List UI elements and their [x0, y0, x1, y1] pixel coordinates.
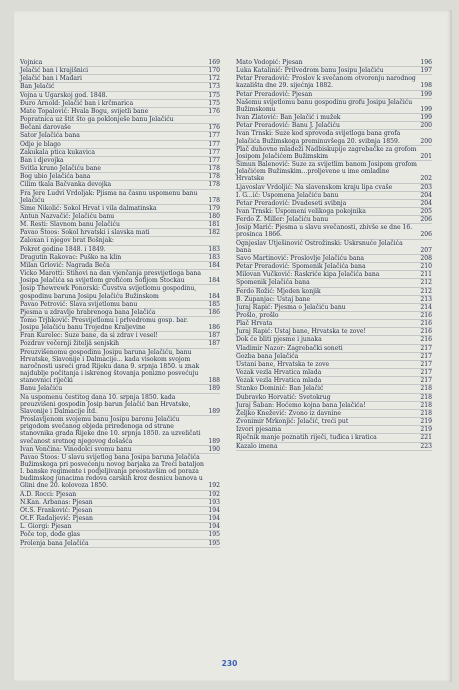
toc-entry [236, 361, 432, 369]
toc-entry-title: Dok će bliti pjesme i junaka [236, 336, 322, 344]
toc-entry-page: 195 [208, 531, 220, 539]
toc-entry [236, 434, 432, 442]
toc-entry-page: 217 [420, 377, 432, 385]
toc-entry-page: 177 [208, 140, 220, 148]
toc-entry-title: Bog ubio Jelačića bana [20, 173, 91, 181]
toc-entry [236, 418, 432, 426]
toc-entry-title: Jelačić ban i krajišnici [20, 67, 89, 75]
toc-entry-page: 196 [420, 59, 432, 66]
toc-entry-title: Ustani bane, Hrvatska te zove [236, 360, 330, 368]
toc-entry-page: 169 [208, 59, 220, 66]
toc-entry [20, 523, 220, 531]
toc-entry-page: 184 [208, 261, 220, 269]
toc-entry [20, 270, 220, 285]
toc-entry-title: Vicko Marotti: Stihovi na dan vjenčanja presvijetloga bana Josipa Jelačića sa svijetlom grofićom Sofijom Stockau [20, 270, 201, 285]
toc-entry [236, 184, 432, 192]
toc-entry-title: Kazalo imena [236, 442, 278, 450]
toc-entry-title: Ivan Trnski: Uspomeni velikoga pokojnika [236, 207, 366, 215]
toc-entry [20, 416, 220, 446]
toc-entry-title: Đuro Arnold: Jelačić ban i krčmarica [20, 99, 134, 107]
toc-entry-title: Preuzvišenomu gospodinu Josipu baruna Jelačiću, banu Hrvatske, Slavonije i Dalmacije... kada visokom svojom naročnosti usreći grad Rijeku dana 9. srpnja 1850. u znak najdublje počitanja i iskrenog štovanja ponizno posvećuju stanovnici riječki [20, 348, 200, 385]
toc-entry-title: Dubravko Horvatić: Svetokrug [236, 393, 331, 401]
toc-entry-page: 211 [420, 271, 432, 279]
toc-entry-page: 192 [208, 490, 220, 498]
toc-entry-title: Rječnik manje poznatih riječi, tuđica i kratica [236, 434, 377, 442]
toc-entry-page: 173 [208, 83, 220, 91]
contents-column-right [236, 59, 432, 451]
toc-entry [236, 240, 432, 255]
toc-entry-title: Šimun Balenović: Suze za svijetlim banom Josipom grofom Jelačićem Bužimskim...proljevene u ime omladine Hrvatske [236, 161, 417, 183]
toc-entry [236, 216, 432, 224]
toc-entry-page: 197 [420, 67, 432, 75]
toc-entry-page: 172 [208, 75, 220, 83]
toc-entry [20, 531, 220, 539]
toc-entry-title: Petar Preradović: Proslov k svečanom otvorenju narodnog kazališta dne 29. sijećnja 1882. [236, 75, 416, 90]
toc-entry-title: Sator Jelačića bana [20, 132, 80, 140]
toc-entry [236, 402, 432, 410]
toc-entry-page: 201 [420, 152, 432, 160]
toc-entry-page: 204 [420, 191, 432, 199]
toc-entry-page: 210 [420, 263, 432, 271]
toc-entry-page: 216 [420, 320, 432, 328]
toc-entry-page: 178 [208, 165, 220, 173]
toc-entry-title: Milovan Vučković: Raskriće kipa Jelačića bana [236, 271, 380, 279]
toc-entry-title: Dragutin Rakovac: Puško na klin [20, 253, 122, 261]
toc-entry-title: A.D. Rocci: Pjesan [20, 490, 77, 498]
toc-entry [236, 192, 432, 200]
toc-entry [236, 312, 432, 320]
toc-entry [20, 229, 220, 237]
toc-entry-title: Ban Jelačić [20, 83, 55, 91]
toc-entry-page: 182 [208, 229, 220, 237]
toc-entry-title: Plač duhovne mladeži Nadbiskupije zagrebačke za grofom Josipom Jelačićem Bužimskim [236, 145, 417, 160]
toc-entry-title: Ljavoslav Vrdoljić: Na slavenskom kraju lipa cvaše [236, 183, 393, 191]
toc-entry-title: Petar Preradović: Pjesan [236, 90, 313, 98]
toc-entry-title: Vojna u Ugarskoj god. 1848. [20, 91, 108, 99]
toc-entry [236, 130, 432, 145]
toc-entry [236, 443, 432, 451]
toc-entry-title: Tomo Trjbković: Presvijetlomu i prlvedromu gosp. bar. Josipu Jelačiću banu Trojedne Kraljevine [20, 317, 188, 332]
toc-entry [20, 385, 220, 393]
toc-entry [20, 213, 220, 221]
toc-entry-title: Jelačić ban i Mađari [20, 75, 82, 83]
toc-entry-title: Zvonimir Mrkonjić: Jelačić, treći put [236, 418, 349, 426]
toc-entry-page: 217 [420, 344, 432, 352]
toc-entry-page: 199 [420, 105, 432, 113]
toc-entry [20, 507, 220, 515]
toc-entry-title: Juraj Rapić: Ustaj bane, Hrvatska te zove! [236, 328, 366, 336]
toc-entry-title: N.Kan. Arbanas: Pjesan [20, 498, 93, 506]
toc-entry-title: Ot.F. Radaljević: Pjesan [20, 515, 93, 523]
toc-entry [236, 369, 432, 377]
toc-entry-page: 199 [420, 90, 432, 98]
toc-entry-page: 183 [208, 245, 220, 253]
toc-entry [20, 332, 220, 340]
toc-entry-title: Cilim tkala Bačvanka devojka [20, 181, 112, 189]
toc-entry-title: Popratnica uz štit što ga poklonješe banu Jelačiću [20, 116, 174, 124]
toc-entry-page: 193 [208, 498, 220, 506]
toc-entry-title: M. Resti: Slavnom banu Jelačiću [20, 221, 120, 229]
toc-entry [236, 263, 432, 271]
toc-entry-title: Milan Grlović: Nagrada Beča [20, 261, 110, 269]
toc-entry-page: 194 [208, 515, 220, 523]
toc-entry [20, 132, 220, 140]
toc-entry [20, 173, 220, 181]
toc-entry-title: Vezak vezla Hrvatica mlada [236, 369, 322, 377]
toc-entry-title: Svitla kruno Jelačiću bane [20, 165, 101, 173]
toc-entry-page: 216 [420, 312, 432, 319]
toc-entry-title: Ferdo Ž. Miller: Jelačiću banu [236, 216, 329, 224]
toc-entry-title: I. G...ić: Uspomena Jelačiću banu [236, 191, 339, 199]
toc-entry-page: 205 [420, 207, 432, 215]
toc-entry-page: 218 [420, 409, 432, 417]
toc-entry-title: Fran Kurelec: Suze bane, da si zdrav i vesel! [20, 332, 158, 340]
toc-entry-title: Savo Martinović: Proslovlje Jelačiću bana [236, 254, 365, 262]
toc-entry-page: 183 [208, 253, 220, 261]
toc-entry-page: 176 [208, 124, 220, 132]
toc-entry [20, 317, 220, 332]
toc-entry-title: Bečani darovaše [20, 124, 71, 132]
toc-entry [236, 75, 432, 90]
toc-entry-title: Sime Nikolić: Sokol Hrvat i vila dalmatinska [20, 204, 157, 212]
toc-entry [236, 410, 432, 418]
toc-entry [236, 353, 432, 361]
toc-entry-title: Zaloxan i njegov brat Bošnjak: [20, 237, 114, 245]
toc-entry-page: 194 [208, 523, 220, 531]
toc-entry [20, 262, 220, 270]
toc-entry-page: 217 [420, 352, 432, 360]
toc-entry [20, 340, 220, 348]
toc-entry [20, 205, 220, 213]
toc-entry-page: 178 [208, 173, 220, 181]
toc-entry [20, 92, 220, 100]
toc-entry [20, 141, 220, 149]
toc-entry-page: 185 [208, 300, 220, 308]
toc-entry-title: Stanko Dominić: Ban Jelačić [236, 385, 324, 393]
toc-entry-title: Petar Preradović: Spomenik Jelačića bana [236, 263, 366, 271]
toc-entry-page: 223 [420, 442, 432, 450]
toc-entry [236, 394, 432, 402]
toc-entry [20, 75, 220, 83]
toc-entry-page: 219 [420, 426, 432, 434]
toc-entry-title: Ivan Zlatović: Ban Jelačić i mužek [236, 114, 341, 122]
toc-entry [20, 446, 220, 454]
toc-entry-title: Pozdrav večernji žiteljâ senjskih [20, 340, 120, 348]
toc-entry [236, 426, 432, 434]
toc-entry-page: 184 [208, 292, 220, 300]
toc-entry-page: 207 [420, 246, 432, 254]
toc-entry-page: 199 [420, 114, 432, 122]
toc-entry [236, 320, 432, 328]
toc-entry-title: Željko Knežević: Zvono iz davnine [236, 409, 342, 417]
toc-entry-title: Izvori pjesama [236, 426, 282, 434]
toc-entry-page: 189 [208, 385, 220, 393]
toc-entry-page: 188 [208, 377, 220, 385]
toc-entry [236, 200, 432, 208]
toc-entry-page: 187 [208, 332, 220, 340]
toc-entry-page: 177 [208, 148, 220, 156]
toc-entry-page: 200 [420, 122, 432, 130]
toc-entry-page: 177 [208, 132, 220, 140]
toc-entry-page: 192 [208, 482, 220, 490]
toc-entry [236, 146, 432, 161]
toc-entry [20, 301, 220, 309]
toc-entry [20, 394, 220, 416]
toc-entry-title: Josip Thewrewk Ponorski: Čuvstva svijetlomu gospodinu, gospodinu baruna Josipu Jelačiću Bužinskom [20, 285, 197, 300]
toc-entry-page: 175 [208, 91, 220, 99]
toc-entry [20, 515, 220, 523]
page-number: 230 [221, 659, 238, 668]
toc-entry [236, 122, 432, 130]
toc-entry [20, 540, 220, 548]
toc-entry-title: Ban i djevojka [20, 156, 64, 164]
toc-entry [236, 377, 432, 385]
toc-entry-title: Plač Hrvata [236, 320, 273, 328]
toc-entry-page: 208 [420, 254, 432, 262]
toc-entry-title: B. Zupanjac: Ustaj bane [236, 295, 311, 303]
toc-entry [236, 271, 432, 279]
toc-entry [20, 157, 220, 165]
toc-entry-title: Petar Preradović: Banu J. Jelačiću [236, 122, 340, 130]
toc-entry [236, 114, 432, 122]
toc-entry-title: Vezak vezla Hrvatica mlada [236, 377, 322, 385]
toc-entry-page: 204 [420, 199, 432, 207]
toc-entry [20, 190, 220, 205]
toc-entry [20, 309, 220, 317]
toc-entry-page: 187 [208, 340, 220, 348]
toc-entry-page: 179 [208, 204, 220, 212]
toc-entry-title: Mate Topalović: Hvala Bogu, svijetli bane [20, 107, 149, 115]
toc-entry-title: Antun Nazvačić: Jelačiću banu [20, 212, 115, 220]
toc-entry [20, 100, 220, 108]
toc-entry [20, 149, 220, 157]
toc-entry-page: 217 [420, 369, 432, 377]
toc-entry-page: 217 [420, 360, 432, 368]
toc-entry-title: Prošlo, prošlo [236, 312, 279, 319]
toc-entry-title: Ivan Vončina: Vinodolci svomu banu [20, 445, 132, 453]
toc-entry-page: 218 [420, 393, 432, 401]
toc-entry-title: Pokret godine 1848. i 1849. [20, 245, 106, 253]
toc-entry-title: Vojnica [20, 59, 43, 66]
toc-entry-title: Fra Jere Ludvi Vrdoljak: Pjisma na časnu uspomenu banu Jelačiću [20, 189, 198, 204]
toc-entry-page: 189 [208, 437, 220, 445]
toc-entry [236, 304, 432, 312]
toc-entry-page: 176 [208, 107, 220, 115]
toc-entry [20, 285, 220, 300]
toc-entry-title: Proslavljenom svojemu banu Josipu baronu Jelačiću prigodom svečanog objeda priređenoga od strane stanovnika grada Rijeke dne 10. srpnja 1850. za uzveličati svečanost sretnog njegovog došašća [20, 416, 201, 445]
toc-entry-title: Pavao Štoos: U slavu svijetlog bana Josipa baruna Jelačića Bužimskoga pri posvećenju novog barjaka za Treći bataljon I. banske regimente i podjeljivanja preostavšim od poraza budimskog junacima redova carskih kroz desnicu banova u Glini dne 20. kolovoza 1850. [20, 453, 204, 490]
toc-entry [20, 491, 220, 499]
toc-entry [236, 59, 432, 67]
toc-entry-page: 177 [208, 156, 220, 164]
toc-entry-page: 218 [420, 401, 432, 409]
toc-entry-page: 189 [208, 407, 220, 415]
toc-entry-title: Gozba bana Jelačića [236, 352, 299, 360]
toc-entry-page: 175 [208, 99, 220, 107]
toc-entry-page: 221 [420, 434, 432, 442]
toc-entry-page: 170 [208, 67, 220, 75]
toc-entry-page: 214 [420, 303, 432, 311]
toc-entry-page: 186 [208, 308, 220, 316]
toc-entry [236, 255, 432, 263]
toc-entry [20, 246, 220, 254]
toc-entry [20, 67, 220, 75]
toc-entry [236, 385, 432, 393]
toc-entry-page: 212 [420, 287, 432, 295]
toc-entry-page: 190 [208, 445, 220, 453]
toc-entry [20, 349, 220, 386]
toc-entry-page: 186 [208, 324, 220, 332]
toc-entry [20, 108, 220, 116]
toc-entry-page: 213 [420, 295, 432, 303]
toc-entry-page: 202 [420, 175, 432, 183]
toc-entry-title: Na uspomenu čestitog dana 10. srpnja 1850. kada preuzvišeni gospodin Josip barun Jelačić ban Hrvatske, Slavonije i Dalmacije itd. [20, 393, 191, 415]
toc-entry-title: Ivan Trnski: Suze kod sprovoda svijetloga bana grofa Jelačića Bužimskoga preminuvšega 20. svibnja 1859. [236, 130, 401, 145]
toc-entry [20, 499, 220, 507]
toc-entry-page: 206 [420, 231, 432, 239]
toc-entry [236, 279, 432, 287]
toc-entry [236, 161, 432, 183]
toc-entry-title: Mato Vodopić: Pjesan [236, 59, 303, 66]
toc-entry-title: L. Giorgi: Pjesan [20, 523, 72, 531]
toc-entry [236, 288, 432, 296]
toc-entry-title: Banu Jelačiću [20, 385, 63, 393]
toc-entry-page: 178 [208, 181, 220, 189]
toc-entry [20, 454, 220, 491]
toc-entry-title: Pjesma u zdravlje hrabrenoga bana Jelačića [20, 308, 156, 316]
toc-entry-title: Našemu svijetlomu banu gospodinu grofu Josipu Jelačiću Bužimskomu [236, 98, 413, 113]
toc-entry-title: Vladimir Nazor: Zagrebački soneti [236, 344, 343, 352]
toc-entry [236, 91, 432, 99]
toc-entry [236, 67, 432, 75]
toc-entry [20, 181, 220, 189]
toc-entry-title: Josip Marić: Pjesma u slavu svečanosti, zbivše se dne 16. prosinca 1866. [236, 224, 413, 239]
toc-entry [20, 237, 220, 245]
toc-entry-page: 216 [420, 328, 432, 336]
toc-entry-title: Prolenja bana Jelačića [20, 539, 89, 547]
toc-entry [236, 336, 432, 344]
toc-entry-page: 203 [420, 183, 432, 191]
toc-entry [20, 59, 220, 67]
toc-entry [20, 165, 220, 173]
toc-entry-page: 178 [208, 196, 220, 204]
toc-entry [236, 328, 432, 336]
toc-entry-title: Juraj Rapić: Pjesma o Jelačiću banu [236, 303, 346, 311]
toc-entry [236, 99, 432, 114]
toc-entry [20, 124, 220, 132]
toc-entry [20, 254, 220, 262]
toc-entry-title: Odje je blago [20, 140, 61, 148]
toc-entry-title: Pavao Štoos: Sokol hrvatski i slavska mati [20, 229, 150, 237]
toc-entry-title: Ot.S. Franković: Pjesan [20, 506, 93, 514]
toc-entry [236, 345, 432, 353]
toc-entry-page: 219 [420, 418, 432, 426]
toc-entry-page: 181 [208, 221, 220, 229]
toc-entry [20, 116, 220, 124]
toc-entry-title: Petar Preradović: Dvadeseti svibnja [236, 199, 347, 207]
toc-entry-page: 184 [208, 277, 220, 285]
toc-entry [236, 296, 432, 304]
toc-entry-page: 195 [208, 539, 220, 547]
contents-column-left [20, 59, 220, 548]
toc-entry [236, 208, 432, 216]
toc-entry [20, 83, 220, 91]
toc-entry-title: Poče top, dođe glas [20, 531, 80, 539]
toc-entry-page: 206 [420, 216, 432, 224]
toc-entry-title: Ferdo Rožić: Mjeden konjik [236, 287, 321, 295]
toc-entry-title: Ognjeslav Utješinović Ostrožinski: Uskrsnuće Jelačića bana [236, 239, 403, 254]
toc-entry-page: 198 [420, 82, 432, 90]
toc-entry-title: Pavao Petrović: Slava svijetlomu banu [20, 300, 138, 308]
toc-entry [236, 224, 432, 239]
toc-entry-title: Zakukala ptica kukavica [20, 148, 95, 156]
toc-entry-page: 218 [420, 385, 432, 393]
toc-entry-page: 212 [420, 279, 432, 287]
toc-entry-title: Luka Katalinić: Prilvedrom banu Josipu Jelačiću [236, 67, 384, 75]
toc-entry-page: 180 [208, 212, 220, 220]
toc-entry-page: 200 [420, 137, 432, 145]
toc-entry-page: 216 [420, 336, 432, 344]
toc-entry-title: Juraj Šaban: Hoćemo kojna bana Jelačića! [236, 401, 366, 409]
toc-entry-title: Spomenik Jelačića bana [236, 279, 310, 287]
toc-entry-page: 194 [208, 506, 220, 514]
